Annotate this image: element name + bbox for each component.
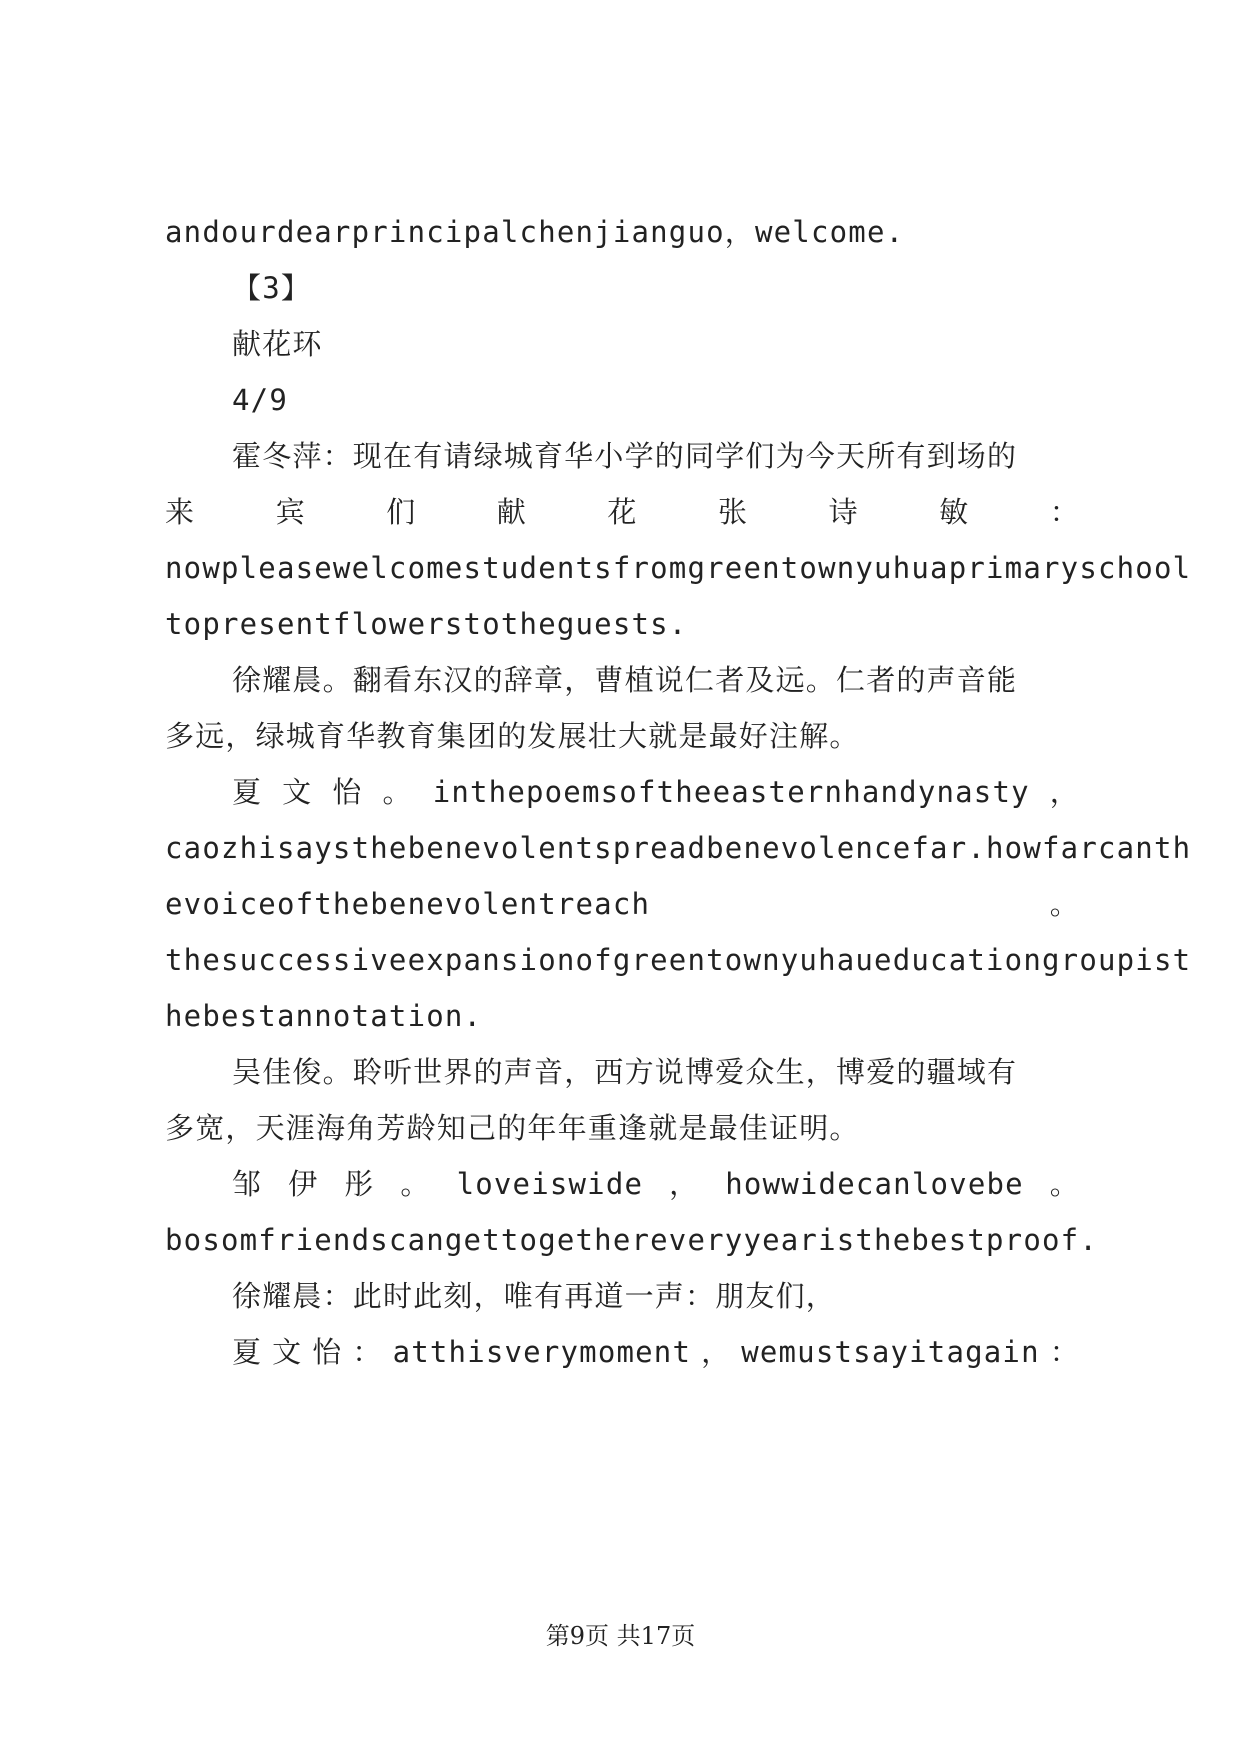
text-line-justified: evoiceofthebenevolentreach 。: [165, 887, 1080, 921]
text-line: 霍冬萍：现在有请绿城育华小学的同学们为今天所有到场的: [232, 439, 1018, 473]
text-line-justified: 来 宾 们 献 花 张 诗 敏 ：: [165, 495, 1080, 529]
text-line: 吴佳俊。聆听世界的声音，西方说博爱众生，博爱的疆域有: [232, 1055, 1018, 1089]
text-line-justified: 夏 文 怡 。 inthepoemsoftheeasternhandynasty ，: [232, 775, 1080, 809]
text-line: 4/9: [232, 383, 288, 417]
text-line: caozhisaysthebenevolentspreadbenevolencefar.howfarcanth: [165, 831, 1192, 865]
text-line: nowpleasewelcomestudentsfromgreentownyuhuaprimaryschool: [165, 551, 1192, 585]
text-line: 徐耀晨：此时此刻，唯有再道一声：朋友们，: [232, 1279, 837, 1313]
text-line-justified: 邹 伊 彤 。 loveiswide ， howwidecanlovebe 。: [232, 1167, 1080, 1201]
text-line-justified: 夏 文 怡 ： atthisverymoment ， wemustsayitagain ：: [232, 1335, 1080, 1369]
text-line: bosomfriendscangettogethereveryyearisthebestproof.: [165, 1223, 1098, 1257]
text-line: topresentflowerstotheguests.: [165, 607, 688, 641]
text-line: 徐耀晨。翻看东汉的辞章，曹植说仁者及远。仁者的声音能: [232, 663, 1018, 697]
text-line: hebestannotation.: [165, 999, 483, 1033]
text-line: andourdearprincipalchenjianguo，welcome.: [165, 215, 905, 249]
page-footer: 第9页 共17页: [545, 1622, 696, 1650]
section-marker: 【3】: [232, 271, 312, 305]
text-line: 多远，绿城育华教育集团的发展壮大就是最好注解。: [165, 719, 860, 753]
section-heading: 献花环: [232, 327, 323, 361]
text-line: thesuccessiveexpansionofgreentownyuhaueducationgroupist: [165, 943, 1192, 977]
text-line: 多宽，天涯海角芳龄知己的年年重逢就是最佳证明。: [165, 1111, 860, 1145]
